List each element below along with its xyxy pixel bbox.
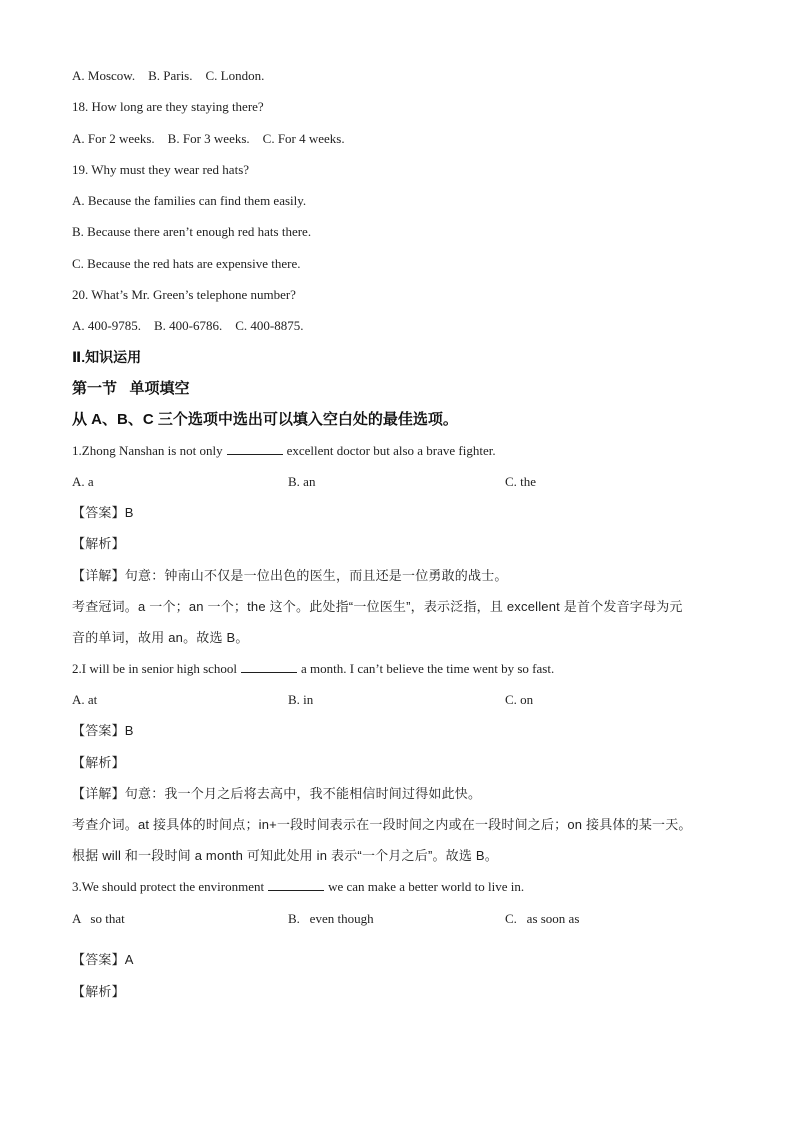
question-2-analysis-label: 【解析】 [72, 755, 125, 770]
question-3-answer: 【答案】A [72, 952, 134, 967]
question-2-explain-line-2: 根据 will 和一段时间 a month 可知此处用 in 表示“一个月之后”。故选 B。 [72, 848, 498, 863]
stem-after: a month. I can’t believe the time went by so fast. [301, 661, 555, 676]
q20-question: 20. What’s Mr. Green’s telephone number? [72, 287, 296, 302]
question-1-explain-line-1: 考查冠词。a 一个；an 一个；the 这个。此处指“一位医生”，表示泛指，且 excellent 是首个发音字母为元 [72, 599, 683, 614]
q17-options: A. Moscow. B. Paris. C. London. [72, 68, 265, 83]
q20-options: A. 400-9785. B. 400-6786. C. 400-8875. [72, 318, 304, 333]
q18-options: A. For 2 weeks. B. For 3 weeks. C. For 4 weeks. [72, 131, 345, 146]
question-1-option-b: B. an [288, 474, 316, 489]
question-2-stem [72, 661, 554, 677]
answer-blank [227, 443, 283, 455]
question-1-detail: 【详解】句意：钟南山不仅是一位出色的医生，而且还是一位勇敢的战士。 [72, 568, 508, 583]
question-2-option-b: B. in [288, 692, 314, 707]
q19-option-a: A. Because the families can find them easily. [72, 193, 307, 208]
part-title: Ⅱ.知识运用 [72, 349, 142, 365]
question-2-explain-line-1: 考查介词。at 接具体的时间点；in+一段时间表示在一段时间之内或在一段时间之后；on 接具体的某一天。 [72, 817, 692, 832]
question-1-option-c: C. the [505, 474, 537, 489]
answer-blank [268, 879, 324, 891]
question-2-option-c: C. on [505, 692, 534, 707]
instruction: 从 A、B、C 三个选项中选出可以填入空白处的最佳选项。 [72, 411, 458, 428]
stem-before: 2.I will be in senior high school [72, 661, 238, 676]
stem-after: we can make a better world to live in. [328, 879, 525, 894]
question-3-option-b: B. even though [288, 911, 374, 926]
q18-question: 18. How long are they staying there? [72, 99, 264, 114]
q19-option-b: B. Because there aren’t enough red hats there. [72, 224, 312, 239]
question-1-option-a: A. a [72, 474, 94, 489]
question-3-stem [72, 879, 524, 895]
question-1-stem [72, 443, 496, 459]
question-3-option-c: C. as soon as [505, 911, 580, 926]
question-2-option-a: A. at [72, 692, 98, 707]
question-2-answer: 【答案】B [72, 723, 134, 738]
stem-before: 3.We should protect the environment [72, 879, 265, 894]
stem-after: excellent doctor but also a brave fighter. [286, 443, 496, 458]
question-1-analysis-label: 【解析】 [72, 536, 125, 551]
question-3-option-a: A so that [72, 911, 125, 926]
question-3-analysis-label: 【解析】 [72, 984, 125, 999]
answer-blank [241, 661, 297, 673]
q19-option-c: C. Because the red hats are expensive there. [72, 256, 301, 271]
stem-before: 1.Zhong Nanshan is not only [72, 443, 223, 458]
question-1-answer: 【答案】B [72, 505, 134, 520]
question-2-detail: 【详解】句意：我一个月之后将去高中，我不能相信时间过得如此快。 [72, 786, 482, 801]
question-1-explain-line-2: 音的单词，故用 an。故选 B。 [72, 630, 249, 645]
subsection-title: 第一节 单项填空 [72, 380, 190, 397]
q19-question: 19. Why must they wear red hats? [72, 162, 250, 177]
